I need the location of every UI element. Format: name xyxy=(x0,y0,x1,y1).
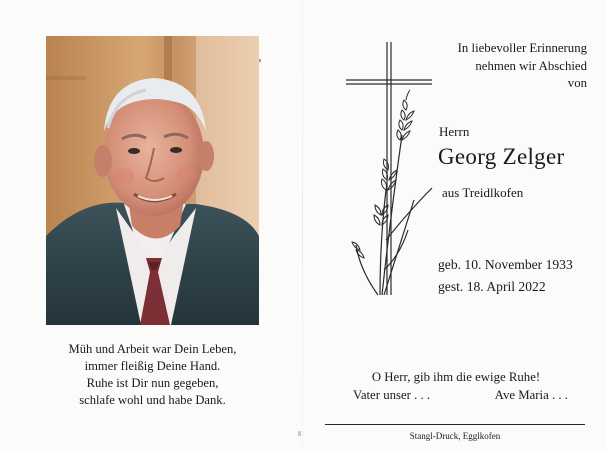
fold-mark xyxy=(298,431,301,436)
hometown: aus Treidlkofen xyxy=(442,185,524,200)
divider xyxy=(325,424,585,425)
intro-line: nehmen wir Abschied xyxy=(475,58,587,73)
deceased-name: Georg Zelger xyxy=(438,144,565,169)
cross-wheat-icon xyxy=(340,40,440,300)
printer-credit: Stangl-Druck, Egglkofen xyxy=(409,431,501,441)
prayer-ave-maria: Ave Maria . . . xyxy=(494,388,568,402)
verse-line: schlafe wohl und habe Dank. xyxy=(79,393,226,407)
intro-line: von xyxy=(567,76,587,90)
honorific: Herrn xyxy=(439,124,470,139)
prayer-line: O Herr, gib ihm die ewige Ruhe! xyxy=(371,370,541,384)
verse-line: immer fleißig Deine Hand. xyxy=(84,359,221,373)
portrait-image xyxy=(46,36,259,325)
birth-date: geb. 10. November 1933 xyxy=(438,257,573,272)
death-date: gest. 18. April 2022 xyxy=(438,279,546,294)
prayer-vater-unser: Vater unser . . . xyxy=(353,388,431,402)
intro-line: In liebevoller Erinnerung xyxy=(457,41,587,55)
memorial-verse xyxy=(46,341,259,409)
card-fold xyxy=(302,0,303,451)
paper-speck xyxy=(259,59,261,62)
portrait-photo xyxy=(46,36,259,325)
verse-line: Müh und Arbeit war Dein Leben, xyxy=(68,342,237,356)
verse-line: Ruhe ist Dir nun gegeben, xyxy=(86,376,219,390)
